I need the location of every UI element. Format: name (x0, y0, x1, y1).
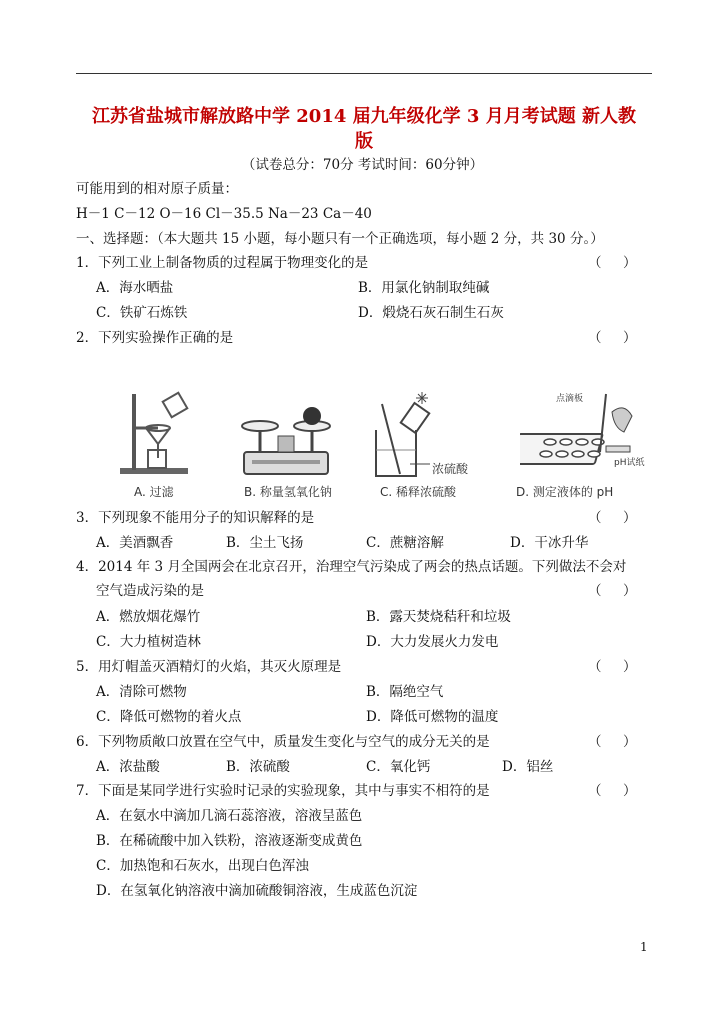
q2-caption-d: D. 测定液体的 pH (516, 485, 614, 499)
q1-option-a: A．海水晒盐 (96, 280, 174, 296)
q3-option-c: C．蔗糖溶解 (366, 535, 444, 551)
q6-option-a: A．浓盐酸 (96, 759, 160, 775)
q4-option-a: A．燃放烟花爆竹 (96, 609, 201, 625)
q1-option-c: C．铁矿石炼铁 (96, 305, 188, 321)
section1-heading: 一、选择题：（本大题共 15 小题，每小题只有一个正确选项，每小题 2 分，共 30 分。） (76, 231, 604, 247)
q1-option-b: B．用氯化钠制取纯碱 (358, 280, 490, 296)
q3-option-b: B．尘土飞扬 (226, 535, 304, 551)
q4-stem-line1: 4．2014 年 3 月全国两会在北京召开，治理空气污染成了两会的热点话题。下列做法不会对 (76, 559, 627, 575)
q4-option-d: D．大力发展火力发电 (366, 634, 499, 650)
q3-option-d: D．干冰升华 (510, 535, 589, 551)
q1-answer-paren: （ ） (588, 255, 637, 271)
dilution-apparatus-image (370, 390, 436, 480)
q5-option-b: B．隔绝空气 (366, 684, 444, 700)
balance-scale-image (234, 400, 338, 478)
q2-caption-b: B. 称量氢氧化钠 (244, 485, 332, 499)
q2-caption-a: A. 过滤 (134, 485, 174, 499)
q3-answer-paren: （ ） (588, 510, 637, 526)
q7-answer-paren: （ ） (588, 783, 637, 799)
q1-stem: 1．下列工业上制备物质的过程属于物理变化的是 (76, 255, 369, 271)
q4-option-c: C．大力植树造林 (96, 634, 201, 650)
q2-label-acid: 浓硫酸 (432, 462, 469, 476)
q7-option-b: B．在稀硫酸中加入铁粉，溶液逐渐变成黄色 (96, 833, 363, 849)
q4-option-b: B．露天焚烧秸秆和垃圾 (366, 609, 511, 625)
q7-option-c: C．加热饱和石灰水，出现白色浑浊 (96, 858, 309, 874)
exam-title-line2: 版 (355, 131, 373, 152)
q3-stem: 3．下列现象不能用分子的知识解释的是 (76, 510, 315, 526)
exam-title-line1: 江苏省盐城市解放路中学 2014 届九年级化学 3 月月考试题 新人教 (92, 106, 636, 127)
q6-option-c: C．氧化钙 (366, 759, 431, 775)
filtration-apparatus-image (116, 388, 196, 480)
q6-option-b: B．浓硫酸 (226, 759, 290, 775)
q2-answer-paren: （ ） (588, 330, 637, 346)
atomic-mass-intro: 可能用到的相对原子质量： (76, 181, 238, 197)
q2-caption-c: C. 稀释浓硫酸 (380, 485, 457, 499)
q3-option-a: A．美酒飘香 (96, 535, 174, 551)
q4-answer-paren: （ ） (588, 583, 637, 599)
q6-answer-paren: （ ） (588, 734, 637, 750)
q2-label-ph-paper: pH试纸 (614, 458, 645, 468)
atomic-masses: H－1 C－12 O－16 Cl－35.5 Na－23 Ca－40 (76, 206, 372, 222)
q1-option-d: D．煅烧石灰石制生石灰 (358, 305, 504, 321)
q7-option-d: D．在氢氧化钠溶液中滴加硫酸铜溶液，生成蓝色沉淀 (96, 883, 418, 899)
q5-option-d: D．降低可燃物的温度 (366, 709, 499, 725)
q2-label-plate: 点滴板 (556, 394, 584, 404)
q5-option-c: C．降低可燃物的着火点 (96, 709, 242, 725)
exam-info: （试卷总分：70分 考试时间：60分钟） (241, 157, 484, 173)
q5-stem: 5．用灯帽盖灭酒精灯的火焰，其灭火原理是 (76, 659, 342, 675)
q5-option-a: A．清除可燃物 (96, 684, 187, 700)
q6-option-d: D．铝丝 (502, 759, 554, 775)
q4-stem-line2: 空气造成污染的是 (96, 583, 204, 599)
header-rule (76, 73, 652, 74)
q2-stem: 2．下列实验操作正确的是 (76, 330, 234, 346)
q6-stem: 6．下列物质敞口放置在空气中，质量发生变化与空气的成分无关的是 (76, 734, 490, 750)
q5-answer-paren: （ ） (588, 659, 637, 675)
page-number: 1 (640, 940, 648, 954)
q7-stem: 7．下面是某同学进行实验时记录的实验现象，其中与事实不相符的是 (76, 783, 490, 799)
q7-option-a: A．在氨水中滴加几滴石蕊溶液，溶液呈蓝色 (96, 808, 363, 824)
